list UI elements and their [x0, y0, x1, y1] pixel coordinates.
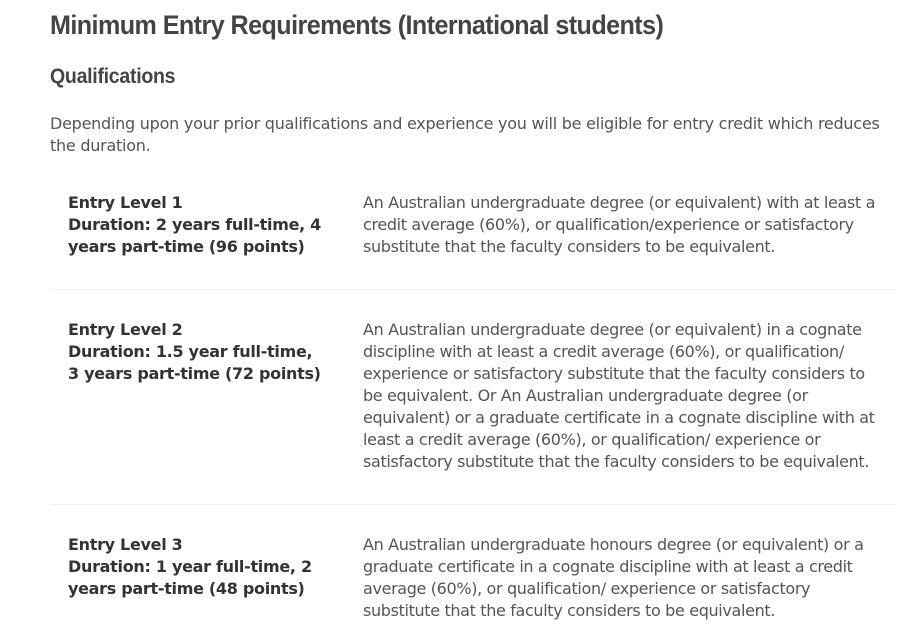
- entry-level-duration: Duration: 1 year full-time, 2 years part-time (48 points): [68, 557, 312, 598]
- entry-level-info: [68, 192, 328, 258]
- entry-level-duration: Duration: 2 years full-time, 4 years part-time (96 points): [68, 215, 322, 256]
- entry-level-info: [68, 534, 328, 600]
- entry-level-row-2: [50, 319, 896, 505]
- entry-level-info: [68, 319, 328, 385]
- entry-level-row-1: [50, 192, 896, 290]
- entry-level-row-3: [50, 534, 896, 634]
- page-title: Minimum Entry Requirements (International students): [50, 10, 664, 40]
- section-title: Qualifications: [50, 65, 176, 88]
- intro-text: Depending upon your prior qualifications and experience you will be eligible for entry credit which reduces the duration.: [50, 114, 880, 155]
- entry-level-description: An Australian undergraduate degree (or equivalent) in a cognate discipline with at least a credit average (60%), or qualification/ experience or satisfactory substitute that the faculty considers to be equivalent. Or An Australian undergraduate degree (or equivalent) or a graduate certificate in a cognate discipline with at least a credit average (60%), or qualification/ experience or satisfactory substitute that the faculty considers to be equivalent.: [363, 320, 875, 471]
- entry-level-label: Entry Level 1: [68, 193, 183, 212]
- entry-level-label: Entry Level 3: [68, 535, 183, 554]
- entry-level-label: Entry Level 2: [68, 320, 183, 339]
- entry-level-duration: Duration: 1.5 year full-time, 3 years part-time (72 points): [68, 342, 321, 383]
- entry-level-description: An Australian undergraduate honours degree (or equivalent) or a graduate certificate in a cognate discipline with at least a credit average (60%), or qualification/ experience or satisfactory substitute that the faculty considers to be equivalent.: [363, 535, 864, 620]
- entry-level-description: An Australian undergraduate degree (or equivalent) with at least a credit average (60%), or qualification/experience or satisfactory substitute that the faculty considers to be equivalent.: [363, 193, 876, 256]
